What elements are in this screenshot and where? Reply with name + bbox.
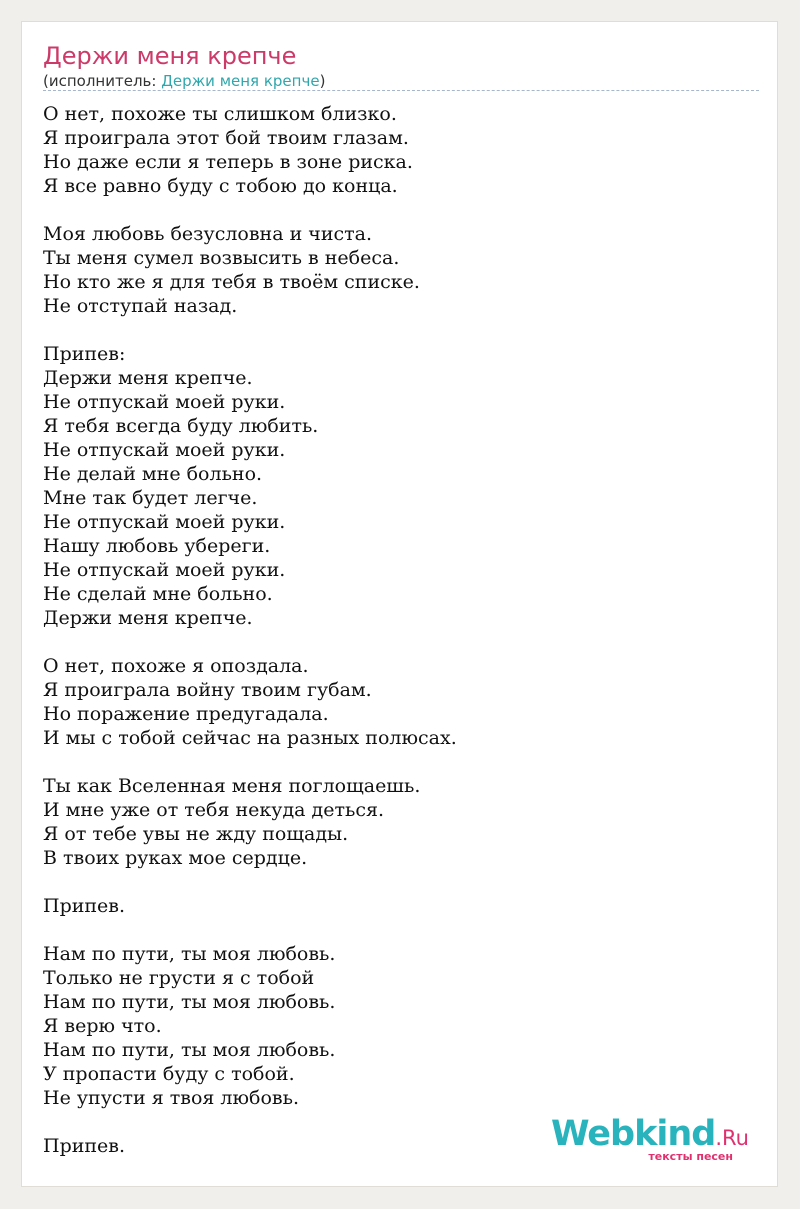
artist-prefix: (исполнитель: (43, 72, 162, 90)
artist-link[interactable]: Держи меня крепче (161, 72, 320, 90)
title-divider (43, 90, 759, 91)
artist-line (43, 71, 325, 91)
lyrics-card (21, 21, 778, 1187)
lyrics-text: О нет, похоже ты слишком близко. Я проиграла этот бой твоим глазам. Но даже если я теперь в зоне риска. Я все равно буду с тобою до конца. Моя любовь безусловна и чиста. Ты меня сумел возвысить в небеса. Но кто же я для тебя в твоём списке. Не отступай назад. Припев: Держи меня крепче. Не отпускай моей руки. Я тебя всегда буду любить. Не отпускай моей руки. Не делай мне больно. Мне так будет легче. Не отпускай моей руки. Нашу любовь убереги. Не отпускай моей руки. Не сделай мне больно. Держи меня крепче. О нет, похоже я опоздала. Я проиграла войну твоим губам. Но поражение предугадала. И мы с тобой сейчас на разных полюсах. Ты как Вселенная меня поглощаешь. И мне уже от тебя некуда деться. Я от тебе увы не жду пощады. В твоих руках мое сердце. Припев. Нам по пути, ты моя любовь. Только не грусти я с тобой Нам по пути, ты моя любовь. Я верю что. Нам по пути, ты моя любовь. У пропасти буду с тобой. Не упусти я твоя любовь. Припев. (43, 103, 457, 1157)
logo-main-text: Webkind (550, 1114, 716, 1154)
page-title: Держи меня крепче (43, 42, 297, 70)
artist-suffix: ) (319, 72, 326, 90)
site-logo[interactable] (550, 1114, 749, 1164)
logo-ru-text: .Ru (715, 1126, 749, 1150)
logo-tagline: тексты песен (648, 1150, 733, 1163)
